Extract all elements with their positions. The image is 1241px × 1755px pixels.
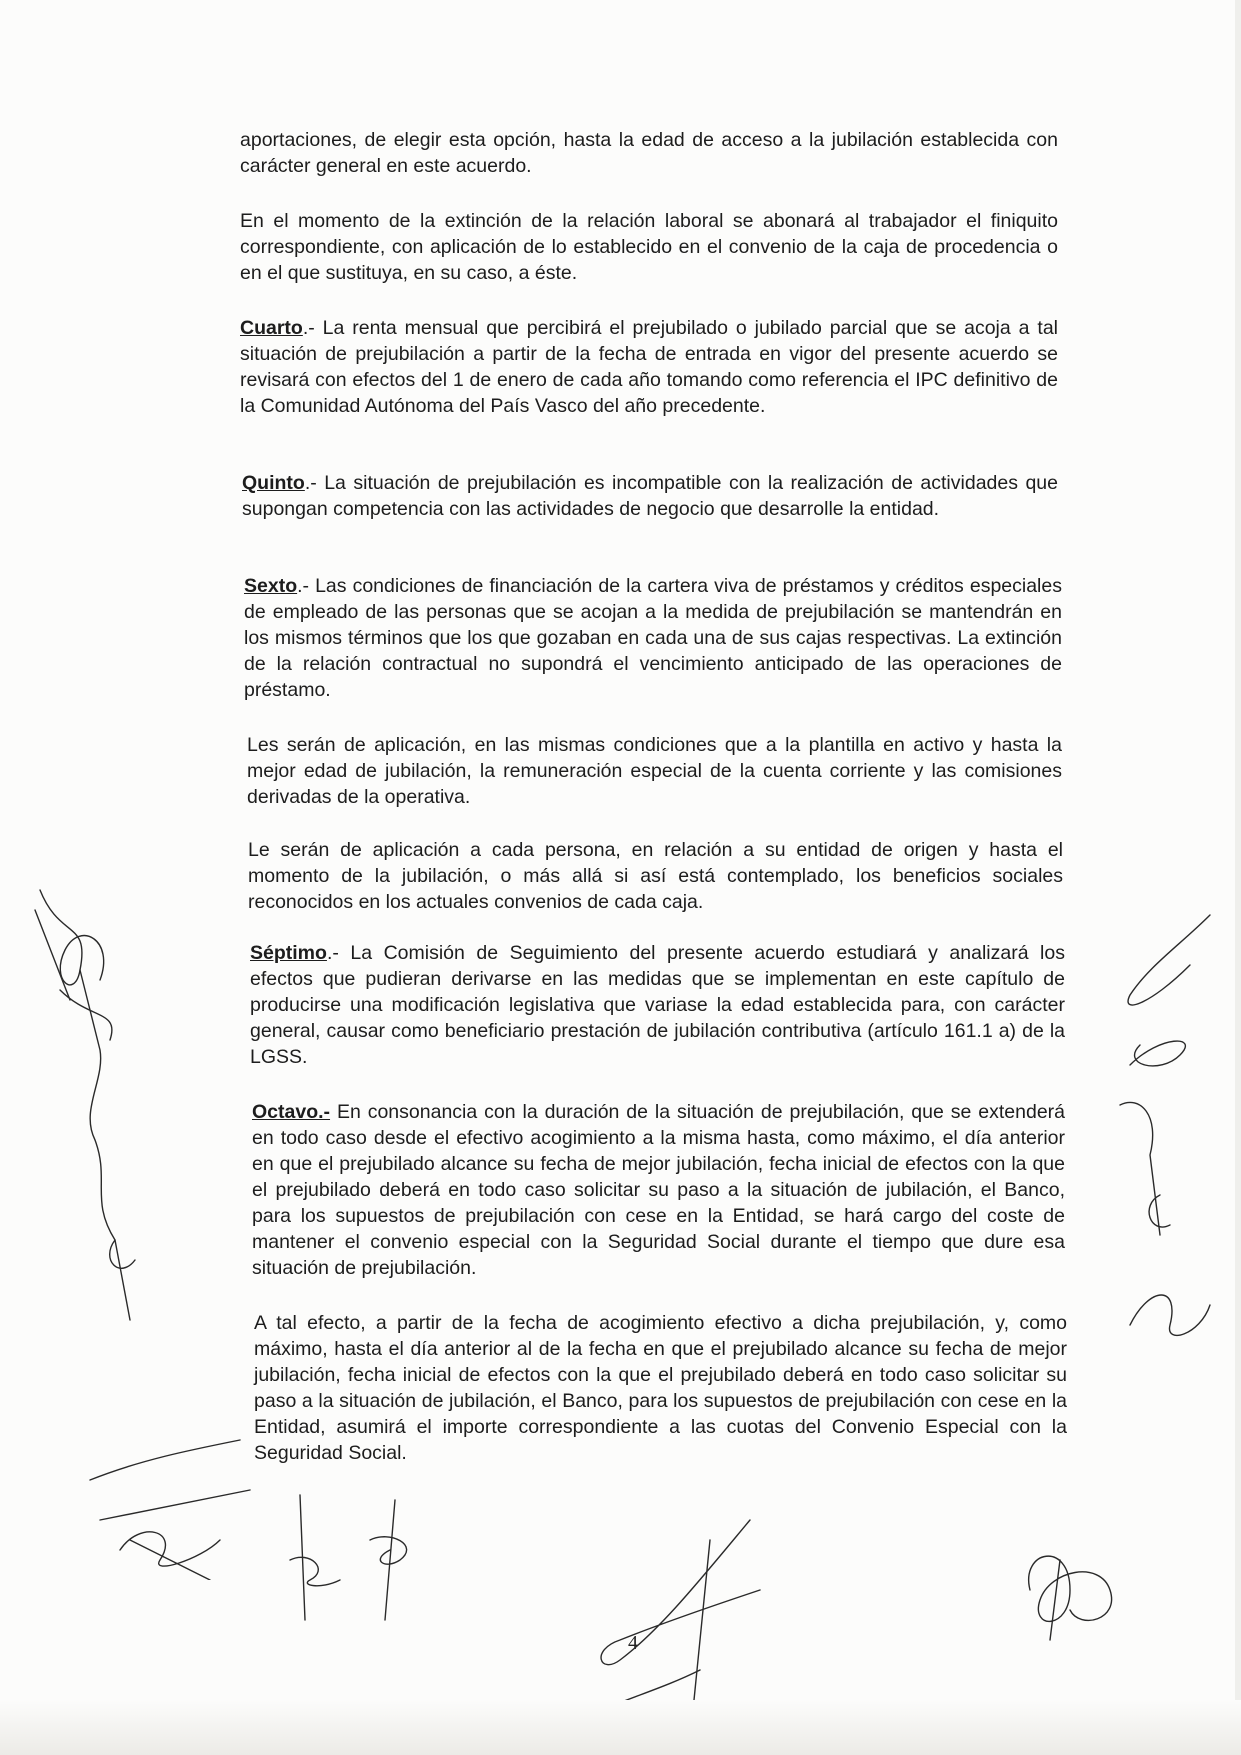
paragraph-aportaciones xyxy=(240,127,1058,179)
bottom-center-initials xyxy=(270,1490,430,1630)
page-number: 4 xyxy=(628,1632,638,1654)
clause-text: .- La renta mensual que percibirá el prejubilado o jubilado parcial que se acoja a tal situación de prejubilación a partir de la fecha de entrada en vigor del presente acuerdo se revisará con efectos del 1 de enero de cada año tomando como referencia el IPC definitivo de la Comunidad Autónoma del País Vasco del año precedente. xyxy=(240,317,1058,417)
bottom-left-signature xyxy=(80,1400,260,1580)
clause-septimo xyxy=(250,940,1065,1070)
clause-text: .- Las condiciones de financiación de la cartera viva de préstamos y créditos especiales de empleado de las personas que se acojan a la medida de prejubilación se mantendrán en los mismos términos que los que gozaban en cada una de sus cajas respectivas. La extinción de la relación contractual no supondrá el vencimiento anticipado de las operaciones de préstamo. xyxy=(244,575,1062,701)
clause-cuarto xyxy=(240,315,1058,419)
clause-octavo xyxy=(252,1099,1065,1281)
clause-heading: Cuarto xyxy=(240,317,303,339)
clause-heading: Octavo.- xyxy=(252,1101,331,1123)
clause-heading: Quinto xyxy=(242,472,305,494)
clause-text: .- La situación de prejubilación es incompatible con la realización de actividades que supongan competencia con las actividades de negocio que desarrolle la entidad. xyxy=(242,472,1058,520)
paragraph-text: En el momento de la extinción de la relación laboral se abonará al trabajador el finiquito correspondiente, con aplicación de lo establecido en el convenio de la caja de procedencia o en el que sustituya, en su caso, a éste. xyxy=(240,210,1058,284)
clause-text: .- La Comisión de Seguimiento del presente acuerdo estudiará y analizará los efectos que pudieran derivarse en las medidas que se implementan en este capítulo de producirse una modificación legislativa que variase la edad establecida para, con carácter general, causar como beneficiario prestación de jubilación contributiva (artículo 161.1 a) de la LGSS. xyxy=(250,942,1065,1068)
bottom-right-initials xyxy=(1010,1530,1130,1650)
paragraph-finiquito xyxy=(240,208,1058,286)
clause-heading: Sexto xyxy=(244,575,298,597)
right-margin-signature xyxy=(1110,905,1230,1345)
paragraph-remuneracion xyxy=(247,732,1062,810)
paragraph-a-tal-efecto xyxy=(254,1310,1067,1466)
clause-sexto xyxy=(244,573,1062,703)
clause-heading: Séptimo xyxy=(250,942,327,964)
paragraph-beneficios xyxy=(248,837,1063,915)
left-margin-signature xyxy=(20,880,150,1350)
paragraph-text: Le serán de aplicación a cada persona, en relación a su entidad de origen y hasta el momento de la jubilación, o más allá si así está contemplado, los beneficios sociales reconocidos en los actuales convenios de cada caja. xyxy=(248,839,1063,913)
scan-edge-shadow xyxy=(1235,0,1241,1755)
scan-bottom-edge xyxy=(0,1700,1241,1755)
clause-text: En consonancia con la duración de la situación de prejubilación, que se extenderá en todo caso desde el efectivo acogimiento a la misma hasta, como máximo, el día anterior en que el prejubilado alcance su fecha de mejor jubilación, fecha inicial de efectos con la que el prejubilado deberá en todo caso solicitar su paso a la situación de jubilación, el Banco, para los supuestos de prejubilación con cese en la Entidad, se hará cargo del coste de mantener el convenio especial con la Seguridad Social durante el tiempo que dure esa situación de prejubilación. xyxy=(252,1101,1065,1279)
paragraph-text: Les serán de aplicación, en las mismas condiciones que a la plantilla en activo y hasta la mejor edad de jubilación, la remuneración especial de la cuenta corriente y las comisiones derivadas de la operativa. xyxy=(247,734,1062,808)
paragraph-text: aportaciones, de elegir esta opción, hasta la edad de acceso a la jubilación establecida con carácter general en este acuerdo. xyxy=(240,129,1058,177)
paragraph-text: A tal efecto, a partir de la fecha de acogimiento efectivo a dicha prejubilación, y, como máximo, hasta el día anterior al de la fecha en que el prejubilado alcance su fecha de mejor jubilación, fecha inicial de efectos con la que el prejubilado deberá en todo caso solicitar su paso a la situación de jubilación, el Banco, para los supuestos de prejubilación con cese en la Entidad, asumirá el importe correspondiente a las cuotas del Convenio Especial con la Seguridad Social. xyxy=(254,1312,1067,1464)
clause-quinto xyxy=(242,470,1058,522)
